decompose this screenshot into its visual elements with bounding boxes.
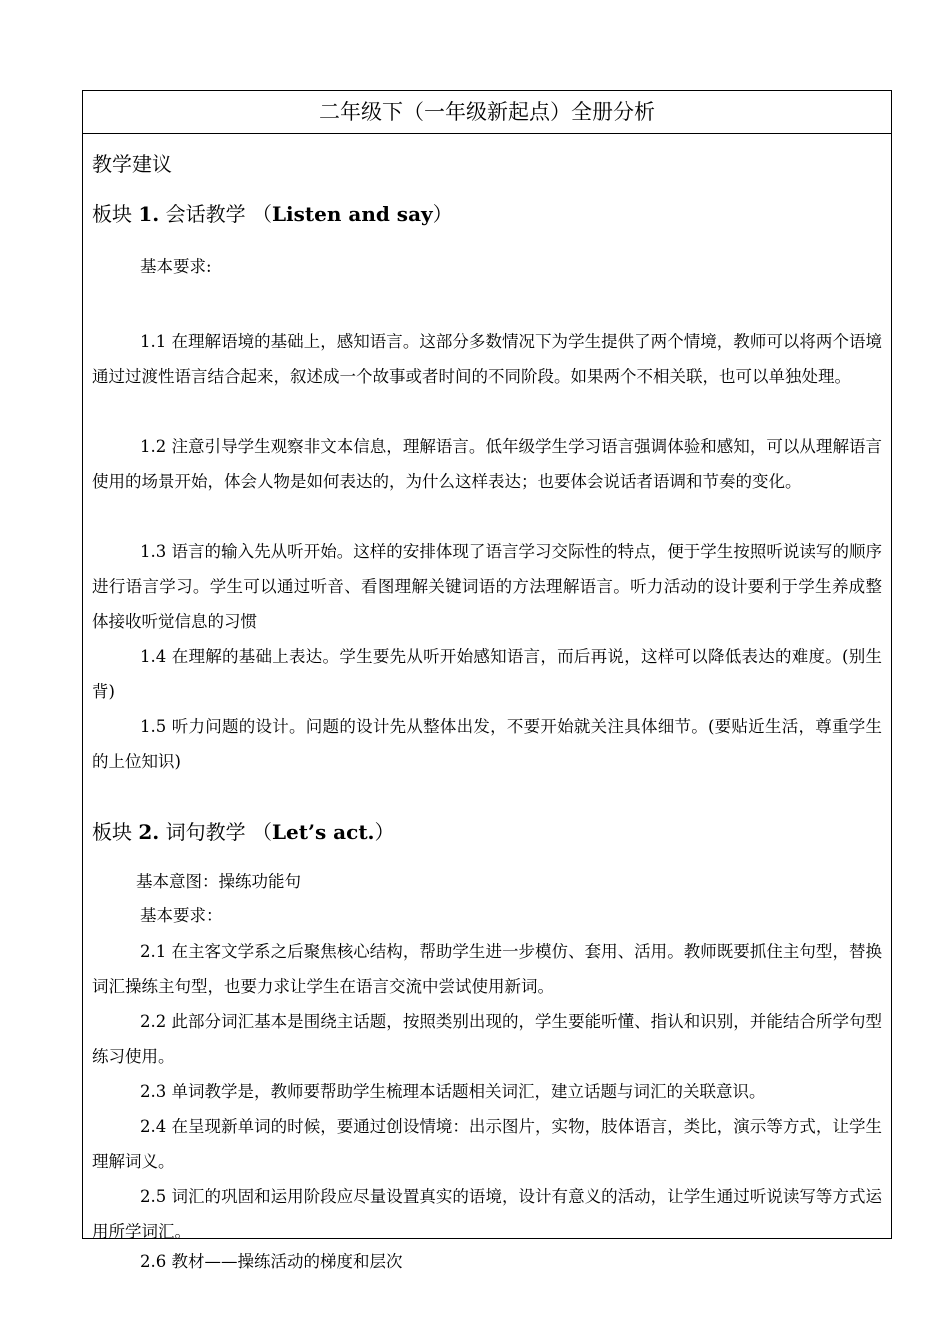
module2-item-5: 2.5 词汇的巩固和运用阶段应尽量设置真实的语境，设计有意义的活动，让学生通过听说读写等方式运用所学词汇。 [92, 1187, 882, 1241]
module2-item-4: 2.4 在呈现新单词的时候，要通过创设情境：出示图片，实物，肢体语言，类比，演示等方式，让学生理解词义。 [92, 1117, 882, 1171]
module2-heading [92, 820, 395, 844]
module1-english: Listen and say [271, 202, 433, 226]
module1-prefix: 板块 [92, 202, 139, 226]
module2-requirements-label: 基本要求： [140, 906, 223, 925]
module1-heading [92, 202, 453, 226]
module1-item-1: 1.1 在理解语境的基础上，感知语言。这部分多数情况下为学生提供了两个情境，教师可以将两个语境通过过渡性语言结合起来，叙述成一个故事或者时间的不同阶段。如果两个不相关联，也可以单独处理。 [92, 332, 882, 386]
module1-item-5: 1.5 听力问题的设计。问题的设计先从整体出发，不要开始就关注具体细节。(要贴近生活，尊重学生的上位知识) [92, 717, 882, 771]
module2-prefix: 板块 [92, 820, 139, 844]
module1-name: 会话教学 （ [159, 202, 272, 226]
module1-item-3: 1.3 语言的输入先从听开始。这样的安排体现了语言学习交际性的特点，便于学生按照听说读写的顺序进行语言学习。学生可以通过听音、看图理解关键词语的方法理解语言。听力活动的设计要利于学生养成整体接收听觉信息的习惯 [92, 542, 882, 631]
module2-item-3: 2.3 单词教学是，教师要帮助学生梳理本话题相关词汇，建立话题与词汇的关联意识。 [140, 1082, 766, 1101]
document-title: 二年级下（一年级新起点）全册分析 [83, 91, 891, 134]
module1-item-4: 1.4 在理解的基础上表达。学生要先从听开始感知语言，而后再说，这样可以降低表达的难度。(别生背) [92, 647, 882, 701]
module2-english: Let’s act. [271, 820, 375, 844]
module2-number: 2. [138, 820, 160, 844]
analysis-table [82, 90, 892, 1271]
module2-item-1: 2.1 在主客文学系之后聚焦核心结构，帮助学生进一步模仿、套用、活用。教师既要抓住主句型，替换词汇操练主句型，也要力求让学生在语言交流中尝试使用新词。 [92, 942, 882, 996]
module1-close: ） [432, 202, 453, 226]
module2-intent: 基本意图：操练功能句 [136, 872, 301, 891]
module2-close: ） [374, 820, 395, 844]
teaching-suggestions-heading: 教学建议 [92, 152, 172, 176]
module2-item-6: 2.6 教材——操练活动的梯度和层次 [140, 1252, 403, 1271]
module1-number: 1. [138, 202, 160, 226]
module2-name: 词句教学 （ [159, 820, 272, 844]
module2-item-2: 2.2 此部分词汇基本是围绕主话题，按照类别出现的，学生要能听懂、指认和识别，并能结合所学句型练习使用。 [92, 1012, 882, 1066]
module1-requirements-label: 基本要求: [140, 257, 212, 276]
module1-item-2: 1.2 注意引导学生观察非文本信息，理解语言。低年级学生学习语言强调体验和感知，可以从理解语言使用的场景开始，体会人物是如何表达的，为什么这样表达；也要体会说话者语调和节奏的变化。 [92, 437, 882, 491]
